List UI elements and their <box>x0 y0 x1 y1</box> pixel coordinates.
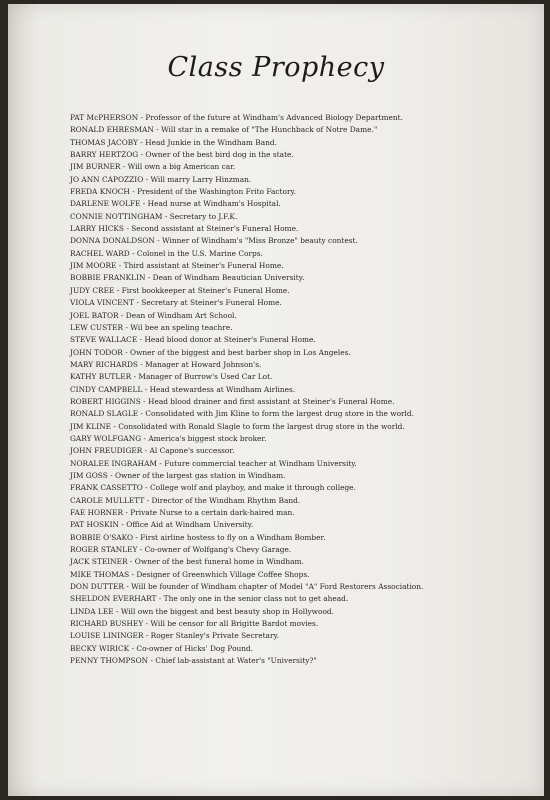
student-name: VIOLA VINCENT - <box>70 298 141 307</box>
student-name: RONALD SLAGLE - <box>70 409 145 418</box>
prophecy-text: Colonel in the U.S. Marine Corps. <box>136 248 263 258</box>
prophecy-text: Private Nurse to a certain dark-haired man. <box>130 508 295 517</box>
list-item <box>70 359 540 371</box>
list-item <box>70 544 540 556</box>
prophecy-text: President of the Washington Frito Factory. <box>137 187 297 197</box>
list-item <box>70 149 540 161</box>
student-name: CAROLE MULLETT - <box>70 496 151 505</box>
list-item <box>70 248 540 260</box>
prophecy-text: Head stewardess at Windham Airlines. <box>149 384 296 394</box>
list-item <box>70 458 540 470</box>
list-item <box>70 630 540 642</box>
list-item <box>70 186 540 198</box>
prophecy-text: The only one in the senior class not to get ahead. <box>163 594 349 604</box>
prophecy-text: Second assistant at Steiner's Funeral Home. <box>131 224 299 234</box>
student-name: NORALEE INGRAHAM - <box>70 459 164 468</box>
list-item <box>70 507 540 519</box>
prophecy-text: Co-owner of Hicks' Dog Pound. <box>136 643 254 653</box>
student-name: GARY WOLFGANG - <box>70 434 148 443</box>
list-item <box>70 519 540 531</box>
prophecy-text: Third assistant at Steiner's Funeral Home. <box>123 261 284 271</box>
prophecy-text: Manager of Burrow's Used Car Lot. <box>138 372 273 382</box>
student-name: JOHN FREUDIGER - <box>70 446 150 455</box>
list-item <box>70 655 540 667</box>
student-name: MIKE THOMAS - <box>70 570 136 579</box>
list-item <box>70 137 540 149</box>
prophecy-text: Head nurse at Windham's Hospital. <box>147 199 281 209</box>
student-name: BOBBIE O'SAKO - <box>70 533 140 542</box>
prophecy-text: Future commercial teacher at Windham University. <box>164 458 357 468</box>
prophecy-text: Head blood donor at Steiner's Funeral Home. <box>144 335 316 345</box>
prophecy-list <box>70 112 540 667</box>
prophecy-text: Consolidated with Ronald Slagle to form the largest drug store in the world. <box>118 421 405 431</box>
student-name: RACHEL WARD - <box>70 249 137 258</box>
student-name: JIM MOORE - <box>70 261 124 270</box>
student-name: FAE HORNER - <box>70 508 130 517</box>
student-name: CONNIE NOTTINGHAM - <box>70 212 170 221</box>
list-item <box>70 569 540 581</box>
student-name: PAT McPHERSON - <box>70 113 145 122</box>
student-name: JO ANN CAPOZZIO - <box>70 175 150 184</box>
student-name: LOUISE LININGER - <box>70 631 151 640</box>
student-name: BECKY WIRICK - <box>70 644 136 653</box>
list-item <box>70 161 540 173</box>
list-item <box>70 297 540 309</box>
list-item <box>70 433 540 445</box>
list-item <box>70 606 540 618</box>
prophecy-text: Owner of the biggest and best barber shop in Los Angeles. <box>130 347 351 357</box>
list-item <box>70 285 540 297</box>
prophecy-text: First bookkeeper at Steiner's Funeral Home. <box>121 285 290 295</box>
student-name: FREDA KNOCH - <box>70 187 137 196</box>
list-item <box>70 495 540 507</box>
student-name: JOHN TODOR - <box>70 348 130 357</box>
list-item <box>70 482 540 494</box>
prophecy-text: Wil bee an speling teachre. <box>130 322 233 332</box>
student-name: LINDA LEE - <box>70 607 121 616</box>
prophecy-text: Consolidated with Jim Kline to form the largest drug store in the world. <box>145 409 414 419</box>
student-name: DON DUTTER - <box>70 582 131 591</box>
student-name: CINDY CAMPBELL - <box>70 385 150 394</box>
prophecy-text: Owner of the largest gas station in Windham. <box>114 470 286 480</box>
prophecy-text: Will own the biggest and best beauty shop in Hollywood. <box>120 606 334 616</box>
prophecy-text: America's biggest stock broker. <box>148 433 267 443</box>
student-name: JIM BURNER - <box>70 162 128 171</box>
list-item <box>70 211 540 223</box>
prophecy-text: Designer of Greenwhich Village Coffee Shops. <box>136 569 310 579</box>
prophecy-text: Secretary at Steiner's Funeral Home. <box>141 298 282 308</box>
prophecy-text: Al Capone's successor. <box>149 446 235 456</box>
prophecy-text: First airline hostess to fly on a Windham Bomber. <box>140 532 326 542</box>
prophecy-text: Office Aid at Windham University. <box>126 520 254 530</box>
student-name: RICHARD BUSHEY - <box>70 619 150 628</box>
student-name: JUDY CREE - <box>70 286 122 295</box>
list-item <box>70 174 540 186</box>
prophecy-text: Dean of Windham Art School. <box>125 310 237 320</box>
prophecy-text: Will marry Larry Hinzman. <box>150 174 252 184</box>
list-item <box>70 310 540 322</box>
student-name: MARY RICHARDS - <box>70 360 145 369</box>
list-item <box>70 470 540 482</box>
student-name: ROGER STANLEY - <box>70 545 145 554</box>
student-name: LEW CUSTER - <box>70 323 130 332</box>
yearbook-page <box>8 4 544 796</box>
list-item <box>70 593 540 605</box>
prophecy-text: Manager at Howard Johnson's. <box>145 359 262 369</box>
prophecy-text: Will be founder of Windham chapter of Model "A" Ford Restorers Association. <box>131 582 424 592</box>
student-name: JIM GOSS - <box>70 471 115 480</box>
student-name: THOMAS JACOBY - <box>70 138 145 147</box>
prophecy-text: Owner of the best bird dog in the state. <box>145 150 294 160</box>
list-item <box>70 408 540 420</box>
student-name: BARRY HERTZOG - <box>70 150 145 159</box>
list-item <box>70 112 540 124</box>
student-name: KATHY BUTLER - <box>70 372 138 381</box>
list-item <box>70 556 540 568</box>
student-name: FRANK CASSETTO - <box>70 483 150 492</box>
student-name: SHELDON EVERHART - <box>70 594 164 603</box>
prophecy-text: Dean of Windham Beautician University. <box>152 273 305 283</box>
prophecy-text: Roger Stanley's Private Secretary. <box>150 631 280 641</box>
list-item <box>70 643 540 655</box>
student-name: JIM KLINE - <box>70 422 118 431</box>
list-item <box>70 260 540 272</box>
student-name: JOEL BATOR - <box>70 311 126 320</box>
prophecy-text: Secretary to J.F.K. <box>169 211 238 221</box>
list-item <box>70 396 540 408</box>
list-item <box>70 235 540 247</box>
list-item <box>70 581 540 593</box>
list-item <box>70 421 540 433</box>
student-name: STEVE WALLACE - <box>70 335 144 344</box>
prophecy-text: Chief lab-assistant at Water's "University?" <box>155 656 317 666</box>
student-name: LARRY HICKS - <box>70 224 131 233</box>
prophecy-text: Will be censor for all Brigitte Bardot movies. <box>150 619 319 629</box>
student-name: RONALD EHRESMAN - <box>70 125 161 134</box>
prophecy-text: Director of the Windham Rhythm Band. <box>151 495 301 505</box>
prophecy-text: College wolf and playboy, and make it through college. <box>150 483 356 493</box>
student-name: ROBERT HIGGINS - <box>70 397 148 406</box>
prophecy-text: Co-owner of Wolfgang's Chevy Garage. <box>144 545 292 555</box>
list-item <box>70 618 540 630</box>
student-name: JACK STEINER - <box>70 557 135 566</box>
page-title: Class Prophecy <box>167 52 385 83</box>
list-item <box>70 334 540 346</box>
list-item <box>70 445 540 457</box>
student-name: DARLENE WOLFE - <box>70 199 148 208</box>
list-item <box>70 198 540 210</box>
prophecy-text: Professor of the future at Windham's Advanced Biology Department. <box>145 113 403 122</box>
prophecy-text: Will star in a remake of "The Hunchback of Notre Dame." <box>161 125 378 135</box>
list-item <box>70 223 540 235</box>
list-item <box>70 384 540 396</box>
list-item <box>70 322 540 334</box>
prophecy-text: Will own a big American car. <box>127 162 236 172</box>
prophecy-text: Winner of Windham's "Miss Bronze" beauty contest. <box>162 236 358 246</box>
prophecy-text: Head blood drainer and first assistant at Steiner's Funeral Home. <box>148 396 395 406</box>
list-item <box>70 532 540 544</box>
student-name: BOBBIE FRANKLIN - <box>70 273 153 282</box>
student-name: PAT HOSKIN - <box>70 520 126 529</box>
prophecy-text: Owner of the best funeral home in Windham. <box>134 557 304 567</box>
list-item <box>70 371 540 383</box>
list-item <box>70 124 540 136</box>
student-name: DONNA DONALDSON - <box>70 236 162 245</box>
student-name: PENNY THOMPSON - <box>70 656 155 665</box>
list-item <box>70 272 540 284</box>
prophecy-text: Head Junkie in the Windham Band. <box>145 137 277 147</box>
list-item <box>70 347 540 359</box>
